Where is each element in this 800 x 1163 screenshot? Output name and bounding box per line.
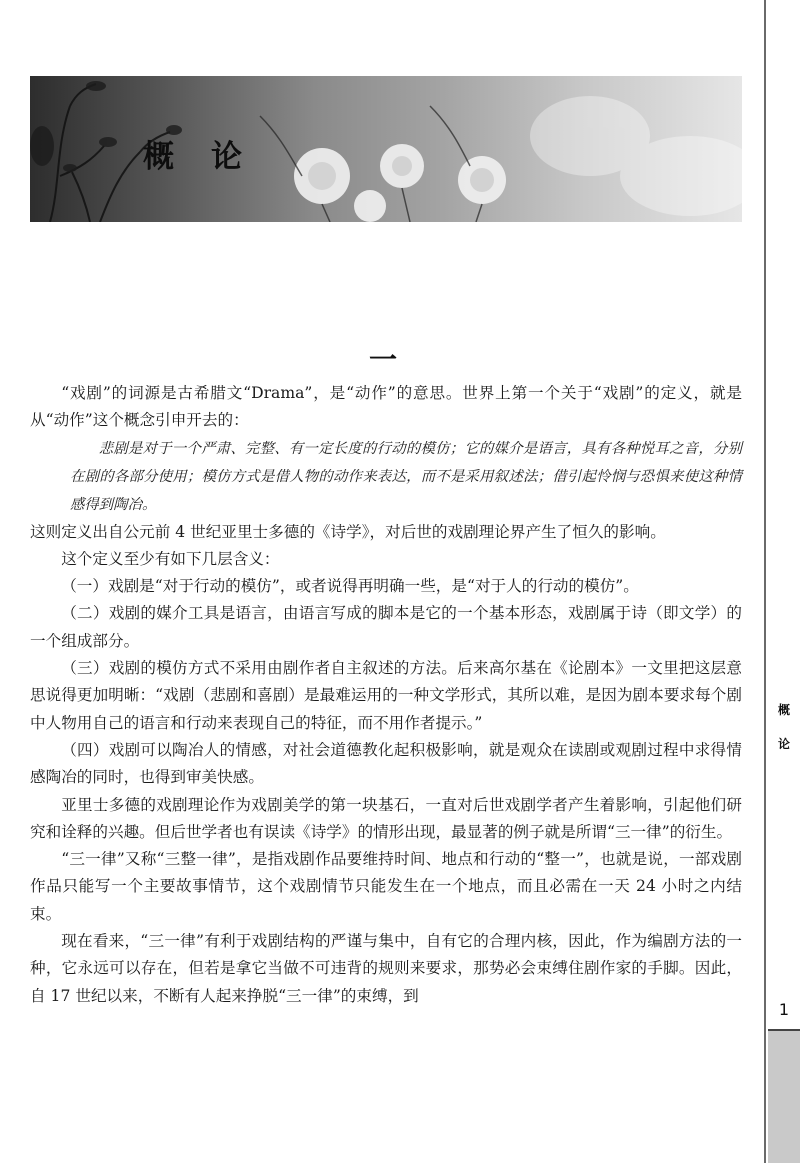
block-quote: 悲剧是对于一个严肃、完整、有一定长度的行动的模仿；它的媒介是语言，具有各种悦耳之音，分别在剧的各部分使用；模仿方式是借人物的动作来表达，而不是采用叙述法；借引起怜悯与恐惧来使这种情感得到陶冶。 — [70, 440, 742, 513]
list-item: （二）戏剧的媒介工具是语言，由语言写成的脚本是它的一个基本形态，戏剧属于诗（即文学）的一个组成部分。 — [30, 604, 742, 650]
chapter-banner — [30, 76, 742, 222]
section-marker: 一 — [369, 343, 398, 376]
chapter-side-tab — [772, 693, 796, 761]
body-text — [30, 380, 742, 1010]
list-item: （四）戏剧可以陶冶人的情感，对社会道德教化起积极影响，就是观众在读剧或观剧过程中求得情感陶冶的同时，也得到审美快感。 — [30, 740, 742, 787]
paragraph: 这则定义出自公元前 4 世纪亚里士多德的《诗学》，对后世的戏剧理论界产生了恒久的影响。 — [30, 522, 666, 541]
paragraph: 亚里士多德的戏剧理论作为戏剧美学的第一块基石，一直对后世戏剧学者产生着影响，引起他们研究和诠释的兴趣。但后世学者也有误读《诗学》的情形出现，最显著的例子就是所谓“三一律”的衍生。 — [30, 795, 742, 841]
floral-banner-illustration — [30, 76, 742, 222]
margin-strip — [766, 0, 800, 1163]
list-item: （一）戏剧是“对于行动的模仿”，或者说得再明确一些，是“对于人的行动的模仿”。 — [61, 577, 639, 596]
paragraph: “戏剧”的词源是古希腊文“Drama”，是“动作”的意思。世界上第一个关于“戏剧”的定义，就是从“动作”这个概念引申开去的： — [30, 384, 742, 430]
paragraph: 现在看来，“三一律”有利于戏剧结构的严谨与集中，自有它的合理内核，因此，作为编剧方法的一种，它永远可以存在，但若是拿它当做不可违背的规则来要求，那势必会束缚住剧作家的手脚。因此，自 17 世纪以来，不断有人起来挣脱“三一律”的束缚，到 — [30, 932, 742, 1005]
chapter-title: 概论 — [143, 139, 279, 175]
thumb-index-bar — [768, 1029, 800, 1163]
side-tab-char: 概 — [777, 703, 790, 717]
paragraph: 这个定义至少有如下几层含义： — [61, 549, 280, 568]
side-tab-char: 论 — [777, 737, 790, 751]
paragraph: “三一律”又称“三整一律”，是指戏剧作品要维持时间、地点和行动的“整一”，也就是说，一部戏剧作品只能写一个主要故事情节，这个戏剧情节只能发生在一个地点，而且必需在一天 24 小时之内结束。 — [30, 850, 742, 923]
page-number: 1 — [778, 1000, 790, 1019]
list-item: （三）戏剧的模仿方式不采用由剧作者自主叙述的方法。后来高尔基在《论剧本》一文里把这层意思说得更加明晰：“戏剧（悲剧和喜剧）是最难运用的一种文学形式，其所以难，是因为剧本要求每个剧中人物用自己的语言和行动来表现自己的特征，而不用作者提示。” — [30, 659, 742, 732]
